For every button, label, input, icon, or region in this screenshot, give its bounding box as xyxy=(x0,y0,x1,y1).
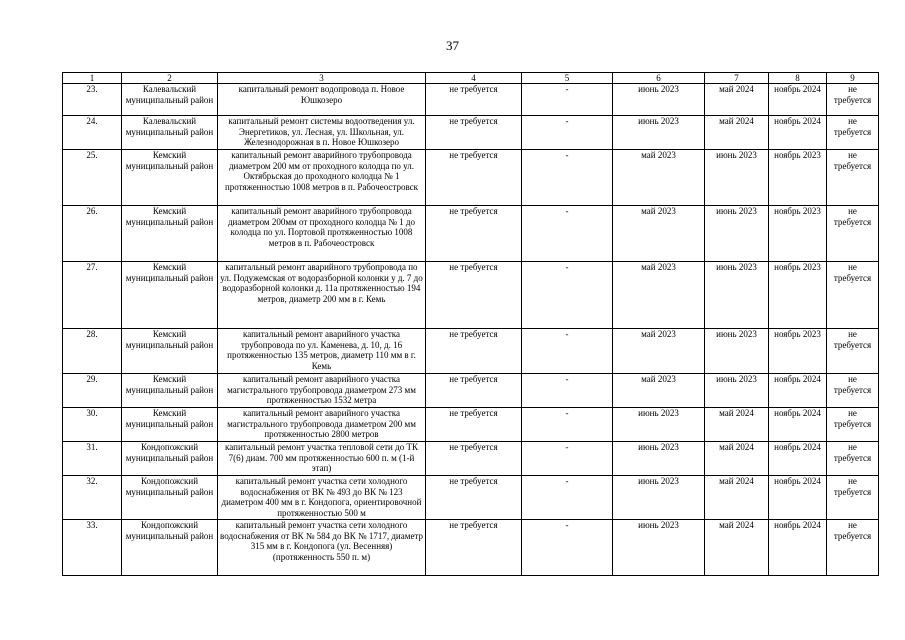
column-5-cell: - xyxy=(522,262,613,329)
work-description-cell: капитальный ремонт аварийного трубопровода диаметром 200 мм от проходного колодца по ул. Октябрьская до проходного колодца № 1 протяженностью 1008 метров в п. Рабочеостровск xyxy=(218,150,426,206)
column-8-cell: ноябрь 2024 xyxy=(769,374,827,408)
column-6-cell: июнь 2023 xyxy=(613,442,705,476)
table-row xyxy=(63,116,879,150)
column-5-cell: - xyxy=(522,374,613,408)
column-8-cell: ноябрь 2023 xyxy=(769,206,827,262)
column-4-cell: не требуется xyxy=(426,116,522,150)
district-cell: Кондопожский муниципальный район xyxy=(122,442,218,476)
column-header: 1 xyxy=(63,73,122,84)
column-6-cell: июнь 2023 xyxy=(613,116,705,150)
works-table xyxy=(62,72,879,576)
column-9-cell: не требуется xyxy=(827,206,879,262)
column-5-cell: - xyxy=(522,84,613,116)
table-row xyxy=(63,206,879,262)
work-description-cell: капитальный ремонт аварийного трубопровода по ул. Подужемская от водоразборной колонки у д. 7 до водоразборной колонки д. 11а протяженностью 194 метров, диаметр 200 мм в г. Кемь xyxy=(218,262,426,329)
column-7-cell: июнь 2023 xyxy=(705,374,769,408)
column-6-cell: июнь 2023 xyxy=(613,84,705,116)
district-cell: Кемский муниципальный район xyxy=(122,408,218,442)
table-row xyxy=(63,150,879,206)
column-8-cell: ноябрь 2023 xyxy=(769,150,827,206)
district-cell: Кемский муниципальный район xyxy=(122,329,218,374)
work-description-cell: капитальный ремонт участка сети холодного водоснабжения от ВК № 584 до ВК № 1717, диаметр 315 мм в г. Кондопога (ул. Весенняя) (протяженность 550 п. м) xyxy=(218,520,426,576)
column-7-cell: май 2024 xyxy=(705,520,769,576)
column-8-cell: ноябрь 2024 xyxy=(769,116,827,150)
column-6-cell: июнь 2023 xyxy=(613,520,705,576)
row-number: 24. xyxy=(63,116,122,150)
district-cell: Калевальский муниципальный район xyxy=(122,84,218,116)
column-5-cell: - xyxy=(522,476,613,520)
column-7-cell: май 2024 xyxy=(705,476,769,520)
column-4-cell: не требуется xyxy=(426,374,522,408)
district-cell: Кондопожский муниципальный район xyxy=(122,476,218,520)
column-4-cell: не требуется xyxy=(426,476,522,520)
row-number: 25. xyxy=(63,150,122,206)
work-description-cell: капитальный ремонт аварийного участка трубопровода по ул. Каменева, д. 10, д. 16 протяженностью 135 метров, диаметр 110 мм в г. Кемь xyxy=(218,329,426,374)
column-5-cell: - xyxy=(522,408,613,442)
column-8-cell: ноябрь 2023 xyxy=(769,329,827,374)
column-6-cell: май 2023 xyxy=(613,329,705,374)
row-number: 30. xyxy=(63,408,122,442)
district-cell: Кемский муниципальный район xyxy=(122,150,218,206)
column-8-cell: ноябрь 2024 xyxy=(769,476,827,520)
column-header: 3 xyxy=(218,73,426,84)
column-8-cell: ноябрь 2024 xyxy=(769,520,827,576)
column-header: 9 xyxy=(827,73,879,84)
column-9-cell: не требуется xyxy=(827,262,879,329)
column-5-cell: - xyxy=(522,206,613,262)
table-row xyxy=(63,408,879,442)
column-4-cell: не требуется xyxy=(426,206,522,262)
column-9-cell: не требуется xyxy=(827,520,879,576)
work-description-cell: капитальный ремонт аварийного участка магистрального трубопровода диаметром 273 мм протяженностью 1532 метра xyxy=(218,374,426,408)
page-number: 37 xyxy=(446,38,459,53)
work-description-cell: капитальный ремонт участка сети холодного водоснабжения от ВК № 493 до ВК № 123 диаметром 400 мм в г. Кондопога, ориентировочной протяженностью 500 м xyxy=(218,476,426,520)
table-row xyxy=(63,520,879,576)
table-row xyxy=(63,476,879,520)
column-7-cell: июнь 2023 xyxy=(705,262,769,329)
column-5-cell: - xyxy=(522,442,613,476)
row-number: 29. xyxy=(63,374,122,408)
district-cell: Кемский муниципальный район xyxy=(122,262,218,329)
column-5-cell: - xyxy=(522,329,613,374)
column-8-cell: ноябрь 2024 xyxy=(769,442,827,476)
district-cell: Кемский муниципальный район xyxy=(122,374,218,408)
table-row xyxy=(63,84,879,116)
column-9-cell: не требуется xyxy=(827,116,879,150)
column-9-cell: не требуется xyxy=(827,329,879,374)
column-header: 4 xyxy=(426,73,522,84)
row-number: 33. xyxy=(63,520,122,576)
column-header: 7 xyxy=(705,73,769,84)
column-9-cell: не требуется xyxy=(827,476,879,520)
row-number: 31. xyxy=(63,442,122,476)
column-6-cell: июнь 2023 xyxy=(613,408,705,442)
column-7-cell: май 2024 xyxy=(705,116,769,150)
column-9-cell: не требуется xyxy=(827,374,879,408)
column-8-cell: ноябрь 2024 xyxy=(769,84,827,116)
column-4-cell: не требуется xyxy=(426,262,522,329)
column-7-cell: июнь 2023 xyxy=(705,329,769,374)
column-6-cell: май 2023 xyxy=(613,206,705,262)
column-4-cell: не требуется xyxy=(426,520,522,576)
column-9-cell: не требуется xyxy=(827,150,879,206)
column-4-cell: не требуется xyxy=(426,84,522,116)
row-number: 27. xyxy=(63,262,122,329)
row-number: 32. xyxy=(63,476,122,520)
row-number: 23. xyxy=(63,84,122,116)
column-5-cell: - xyxy=(522,520,613,576)
column-8-cell: ноябрь 2023 xyxy=(769,262,827,329)
table-row xyxy=(63,442,879,476)
column-4-cell: не требуется xyxy=(426,408,522,442)
column-7-cell: май 2024 xyxy=(705,442,769,476)
column-4-cell: не требуется xyxy=(426,150,522,206)
column-number-row xyxy=(63,73,879,84)
column-4-cell: не требуется xyxy=(426,329,522,374)
column-7-cell: май 2024 xyxy=(705,408,769,442)
column-6-cell: май 2023 xyxy=(613,262,705,329)
column-9-cell: не требуется xyxy=(827,442,879,476)
column-9-cell: не требуется xyxy=(827,408,879,442)
column-7-cell: май 2024 xyxy=(705,84,769,116)
column-6-cell: май 2023 xyxy=(613,150,705,206)
district-cell: Кондопожский муниципальный район xyxy=(122,520,218,576)
column-header: 6 xyxy=(613,73,705,84)
table-row xyxy=(63,262,879,329)
column-9-cell: не требуется xyxy=(827,84,879,116)
column-6-cell: май 2023 xyxy=(613,374,705,408)
column-8-cell: ноябрь 2024 xyxy=(769,408,827,442)
row-number: 28. xyxy=(63,329,122,374)
district-cell: Калевальский муниципальный район xyxy=(122,116,218,150)
column-header: 8 xyxy=(769,73,827,84)
district-cell: Кемский муниципальный район xyxy=(122,206,218,262)
table-row xyxy=(63,329,879,374)
row-number: 26. xyxy=(63,206,122,262)
column-7-cell: июнь 2023 xyxy=(705,206,769,262)
column-5-cell: - xyxy=(522,150,613,206)
column-4-cell: не требуется xyxy=(426,442,522,476)
work-description-cell: капитальный ремонт аварийного трубопровода диаметром 200мм от проходного колодца № 1 до колодца по ул. Портовой протяженностью 1008 метров в п. Рабочеостровск xyxy=(218,206,426,262)
column-header: 2 xyxy=(122,73,218,84)
column-5-cell: - xyxy=(522,116,613,150)
column-header: 5 xyxy=(522,73,613,84)
work-description-cell: капитальный ремонт водопровода п. Новое Юшкозеро xyxy=(218,84,426,116)
column-6-cell: июнь 2023 xyxy=(613,476,705,520)
table-row xyxy=(63,374,879,408)
work-description-cell: капитальный ремонт участка тепловой сети до ТК 7(6) диам. 700 мм протяженностью 600 п. м (1-й этап) xyxy=(218,442,426,476)
work-description-cell: капитальный ремонт системы водоотведения ул. Энергетиков, ул. Лесная, ул. Школьная, ул. Железнодорожная в п. Новое Юшкозеро xyxy=(218,116,426,150)
column-7-cell: июнь 2023 xyxy=(705,150,769,206)
work-description-cell: капитальный ремонт аварийного участка магистрального трубопровода диаметром 200 мм протяженностью 2800 метров xyxy=(218,408,426,442)
